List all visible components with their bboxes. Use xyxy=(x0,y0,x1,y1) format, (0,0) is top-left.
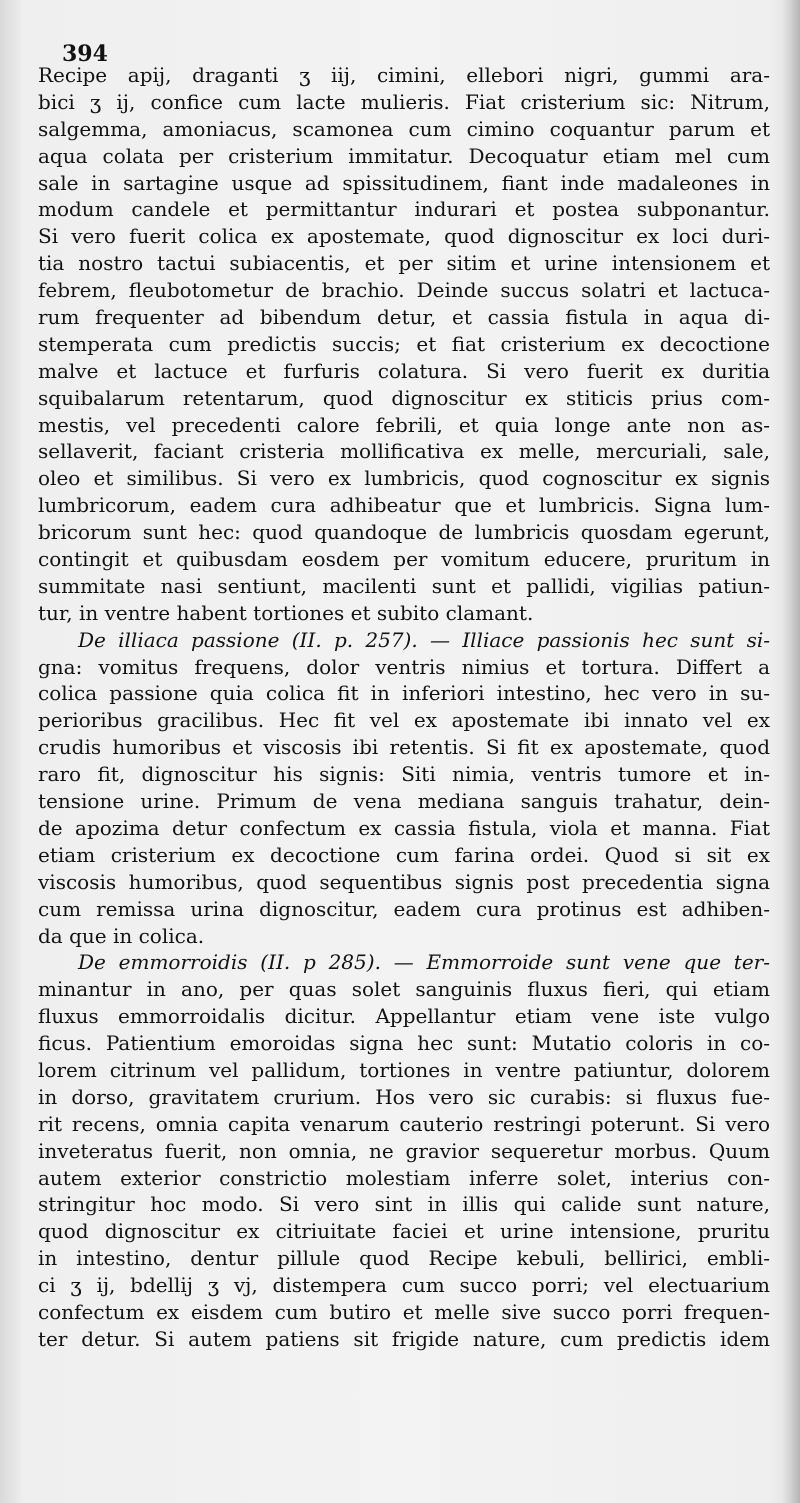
text-line-21: tur, in ventre habent tortiones et subito clamant. xyxy=(38,600,534,625)
page-edge-shadow xyxy=(782,0,800,1503)
text-line-38: lorem citrinum vel pallidum, tortiones in ventre patiuntur, dolorem xyxy=(38,1057,770,1082)
text-line-23: gna: vomitus frequens, dolor ventris nimius et tortura. Differt a xyxy=(38,654,770,679)
body-text xyxy=(38,62,770,1353)
text-line-11: stemperata cum predictis succis; et fiat cristerium ex decoctione xyxy=(38,331,770,356)
text-line-15: sellaverit, faciant cristeria mollificativa ex melle, mercuriali, sale, xyxy=(38,439,770,464)
page-number: 394 xyxy=(62,41,108,67)
text-line-14: mestis, vel precedenti calore febrili, et quia longe ante non as- xyxy=(38,412,770,437)
text-line-3: salgemma, amoniacus, scamonea cum cimino coquantur parum et xyxy=(38,116,770,141)
text-line-47: confectum ex eisdem cum butiro et melle sive succo porri frequen- xyxy=(38,1299,770,1324)
section-heading-illiaca: De illiaca passione (II. p. 257). — Illiace passionis hec sunt si- xyxy=(78,627,770,652)
text-line-48: ter detur. Si autem patiens sit frigide nature, cum predictis idem xyxy=(38,1326,770,1351)
text-line-36: fluxus emmorroidalis dicitur. Appellantur etiam vene iste vulgo xyxy=(38,1004,770,1029)
text-line-31: viscosis humoribus, quod sequentibus signis post precedentia signa xyxy=(38,869,770,894)
text-line-19: contingit et quibusdam eosdem per vomitum educere, pruritum in xyxy=(38,547,770,572)
text-line-45: in intestino, dentur pillule quod Recipe kebuli, bellirici, embli- xyxy=(38,1246,770,1271)
text-line-4: aqua colata per cristerium immitatur. Decoquatur etiam mel cum xyxy=(38,143,770,168)
text-line-41: inveteratus fuerit, non omnia, ne gravior sequeretur morbus. Quum xyxy=(38,1138,770,1163)
text-line-13: squibalarum retentarum, quod dignoscitur ex stiticis prius com- xyxy=(38,385,770,410)
text-line-18: bricorum sunt hec: quod quandoque de lumbricis quosdam egerunt, xyxy=(38,520,770,545)
text-line-42: autem exterior constrictio molestiam inferre solet, interius con- xyxy=(38,1165,770,1190)
text-line-9: febrem, fleubotometur de brachio. Deinde succus solatri et lactuca- xyxy=(38,278,770,303)
text-line-5: sale in sartagine usque ad spissitudinem, fiant inde madaleones in xyxy=(38,170,770,195)
text-line-27: raro fit, dignoscitur his signis: Siti nimia, ventris tumore et in- xyxy=(38,762,770,787)
text-line-10: rum frequenter ad bibendum detur, et cassia fistula in aqua di- xyxy=(38,305,770,330)
text-line-33: da que in colica. xyxy=(38,923,205,948)
section-heading-emmorroidis: De emmorroidis (II. p 285). — Emmorroide sunt vene que ter- xyxy=(78,950,770,975)
text-line-29: de apozima detur confectum ex cassia fistula, viola et manna. Fiat xyxy=(38,815,770,840)
text-line-46: ci ʒ ij, bdellij ʒ vj, distempera cum succo porri; vel electuarium xyxy=(38,1273,770,1298)
text-line-17: lumbricorum, eadem cura adhibeatur que et lumbricis. Signa lum- xyxy=(38,493,770,518)
text-line-1: Recipe apij, draganti ʒ iij, cimini, ellebori nigri, gummi ara- xyxy=(38,63,770,87)
text-line-26: crudis humoribus et viscosis ibi retentis. Si fit ex apostemate, quod xyxy=(38,735,770,760)
text-line-24: colica passione quia colica fit in inferiori intestino, hec vero in su- xyxy=(38,681,770,706)
text-line-12: malve et lactuce et furfuris colatura. Si vero fuerit ex duritia xyxy=(38,358,770,383)
text-line-37: ficus. Patientium emoroidas signa hec sunt: Mutatio coloris in co- xyxy=(38,1031,770,1056)
text-line-40: rit recens, omnia capita venarum cauterio restringi poterunt. Si vero xyxy=(38,1111,770,1136)
text-line-25: perioribus gracilibus. Hec fit vel ex apostemate ibi innato vel ex xyxy=(38,708,770,733)
text-line-6: modum candele et permittantur indurari et postea subponantur. xyxy=(38,197,770,222)
text-line-39: in dorso, gravitatem crurium. Hos vero sic curabis: si fluxus fue- xyxy=(38,1084,770,1109)
text-line-28: tensione urine. Primum de vena mediana sanguis trahatur, dein- xyxy=(38,789,770,814)
text-line-43: stringitur hoc modo. Si vero sint in illis qui calide sunt nature, xyxy=(38,1192,770,1217)
text-line-2: bici ʒ ij, confice cum lacte mulieris. Fiat cristerium sic: Nitrum, xyxy=(38,89,770,114)
text-line-44: quod dignoscitur ex citriuitate faciei et urine intensione, pruritu xyxy=(38,1219,770,1244)
text-line-30: etiam cristerium ex decoctione cum farina ordei. Quod si sit ex xyxy=(38,842,770,867)
text-line-7: Si vero fuerit colica ex apostemate, quod dignoscitur ex loci duri- xyxy=(38,224,770,249)
text-line-20: summitate nasi sentiunt, macilenti sunt et pallidi, vigilias patiun- xyxy=(38,573,770,598)
text-line-16: oleo et similibus. Si vero ex lumbricis, quod cognoscitur ex signis xyxy=(38,466,770,491)
text-line-8: tia nostro tactui subiacentis, et per sitim et urine intensionem et xyxy=(38,251,770,276)
text-line-35: minantur in ano, per quas solet sanguinis fluxus fieri, qui etiam xyxy=(38,977,770,1002)
text-line-32: cum remissa urina dignoscitur, eadem cura protinus est adhiben- xyxy=(38,896,770,921)
